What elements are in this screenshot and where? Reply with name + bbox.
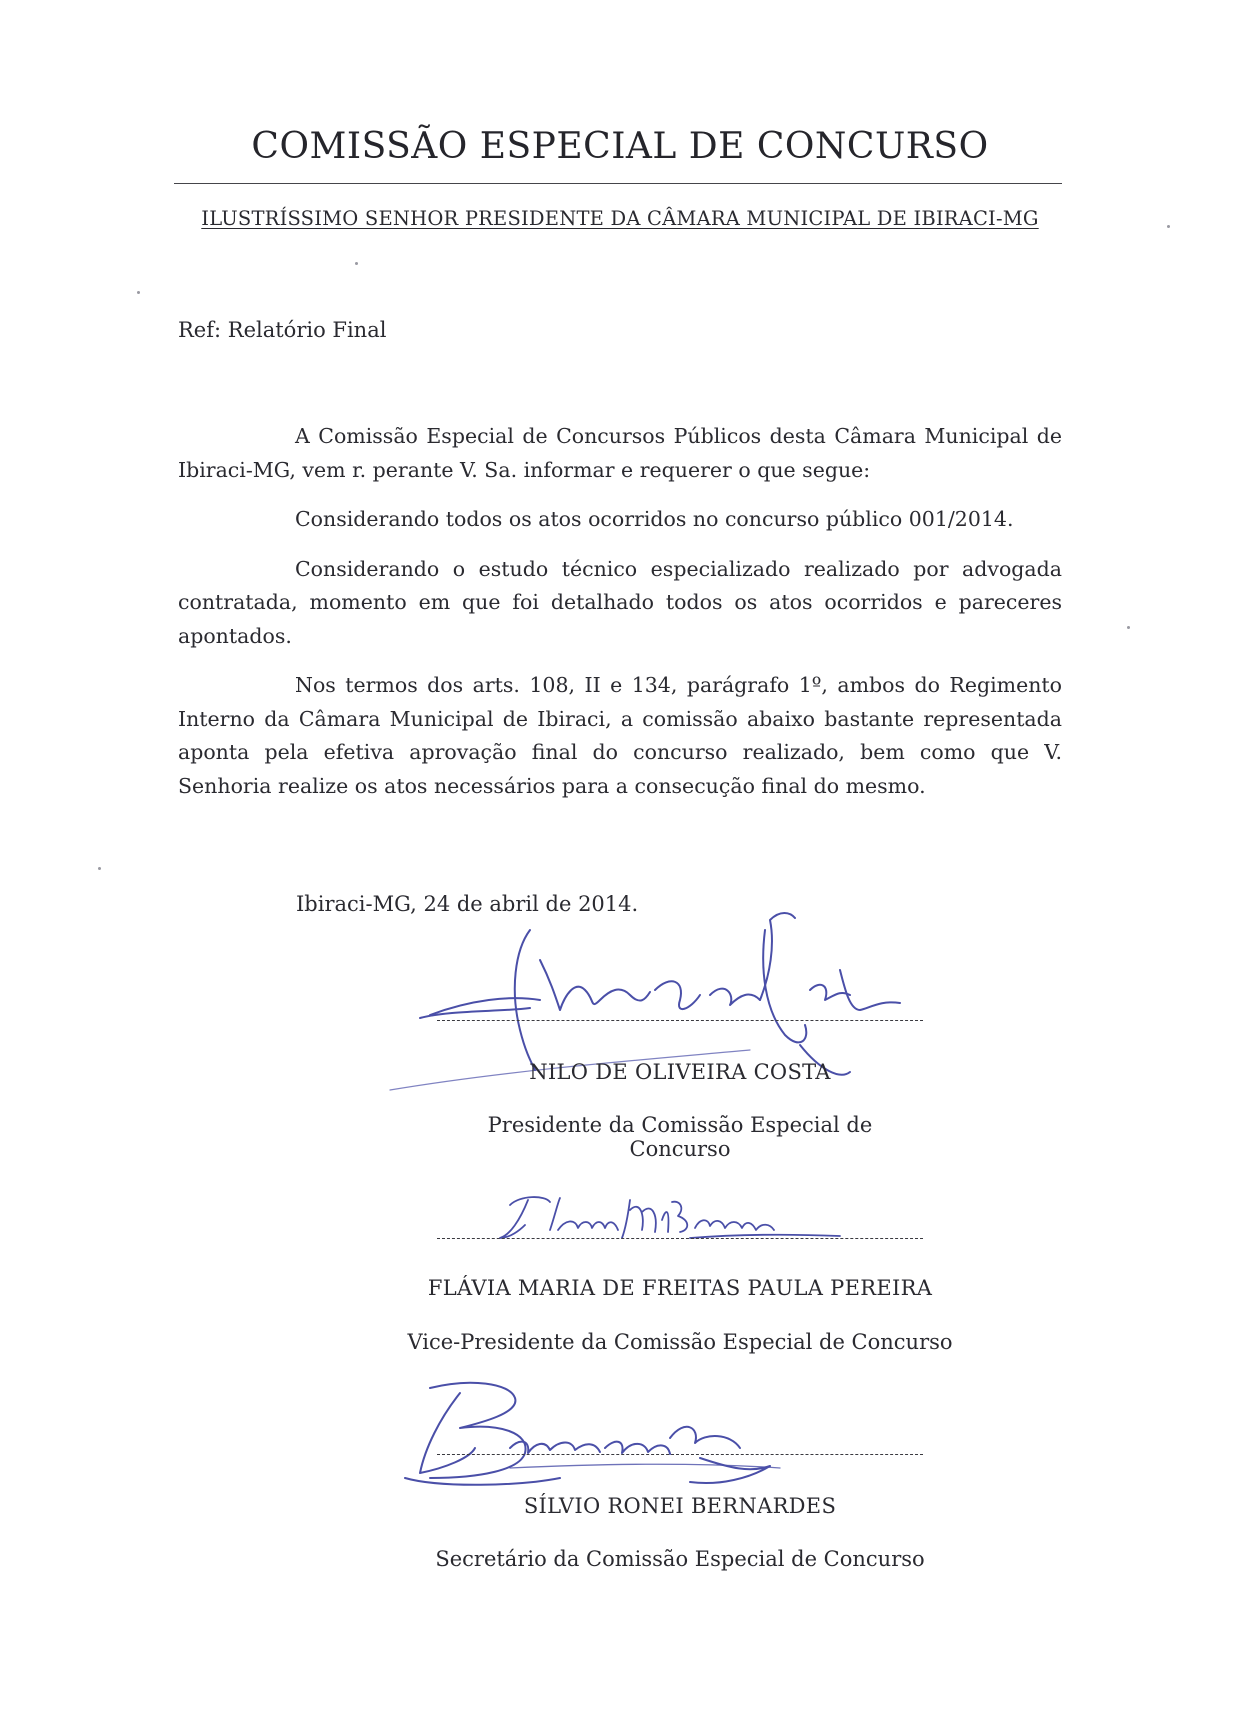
scan-speck xyxy=(1167,225,1170,228)
body-paragraph: Considerando o estudo técnico especializado realizado por advogada contratada, momento em que foi detalhado todos os atos ocorridos e pareceres apontados. xyxy=(178,556,1062,648)
signature-line xyxy=(437,1454,923,1455)
signatory-name: SÍLVIO RONEI BERNARDES xyxy=(523,1494,837,1518)
signatory-name: NILO DE OLIVEIRA COSTA xyxy=(529,1060,831,1084)
signatory-role: Presidente da Comissão Especial de Concurso xyxy=(487,1113,873,1161)
scan-speck xyxy=(137,291,140,294)
body-paragraph: Considerando todos os atos ocorridos no concurso público 001/2014. xyxy=(295,507,1014,531)
scan-speck xyxy=(1127,626,1130,629)
handwritten-signature-silvio xyxy=(400,1378,840,1488)
title-divider xyxy=(174,183,1062,184)
date-line: Ibiraci-MG, 24 de abril de 2014. xyxy=(296,892,639,916)
scan-speck xyxy=(98,867,101,870)
signature-line xyxy=(437,1238,923,1239)
handwritten-signature-flavia xyxy=(490,1190,850,1250)
scan-speck xyxy=(355,262,358,265)
body-paragraph: A Comissão Especial de Concursos Públicos desta Câmara Municipal de Ibiraci-MG, vem r. perante V. Sa. informar e requerer o que segue: xyxy=(178,424,1062,482)
signatory-name: FLÁVIA MARIA DE FREITAS PAULA PEREIRA xyxy=(427,1276,933,1300)
signatory-role: Vice-Presidente da Comissão Especial de Concurso xyxy=(407,1330,953,1354)
document-body xyxy=(178,420,1062,819)
signatory-role: Secretário da Comissão Especial de Concurso xyxy=(435,1547,925,1571)
document-title: COMISSÃO ESPECIAL DE CONCURSO xyxy=(251,126,989,167)
addressee-line: ILUSTRÍSSIMO SENHOR PRESIDENTE DA CÂMARA MUNICIPAL DE IBIRACI-MG xyxy=(201,207,1039,230)
body-paragraph: Nos termos dos arts. 108, II e 134, parágrafo 1º, ambos do Regimento Interno da Câmara Municipal de Ibiraci, a comissão abaixo bastante representada aponta pela efetiva aprovação final do concurso realizado, bem como que V. Senhoria realize os atos necessários para a consecução final do mesmo. xyxy=(178,673,1062,798)
reference-line: Ref: Relatório Final xyxy=(178,318,387,342)
signature-line xyxy=(437,1020,923,1021)
